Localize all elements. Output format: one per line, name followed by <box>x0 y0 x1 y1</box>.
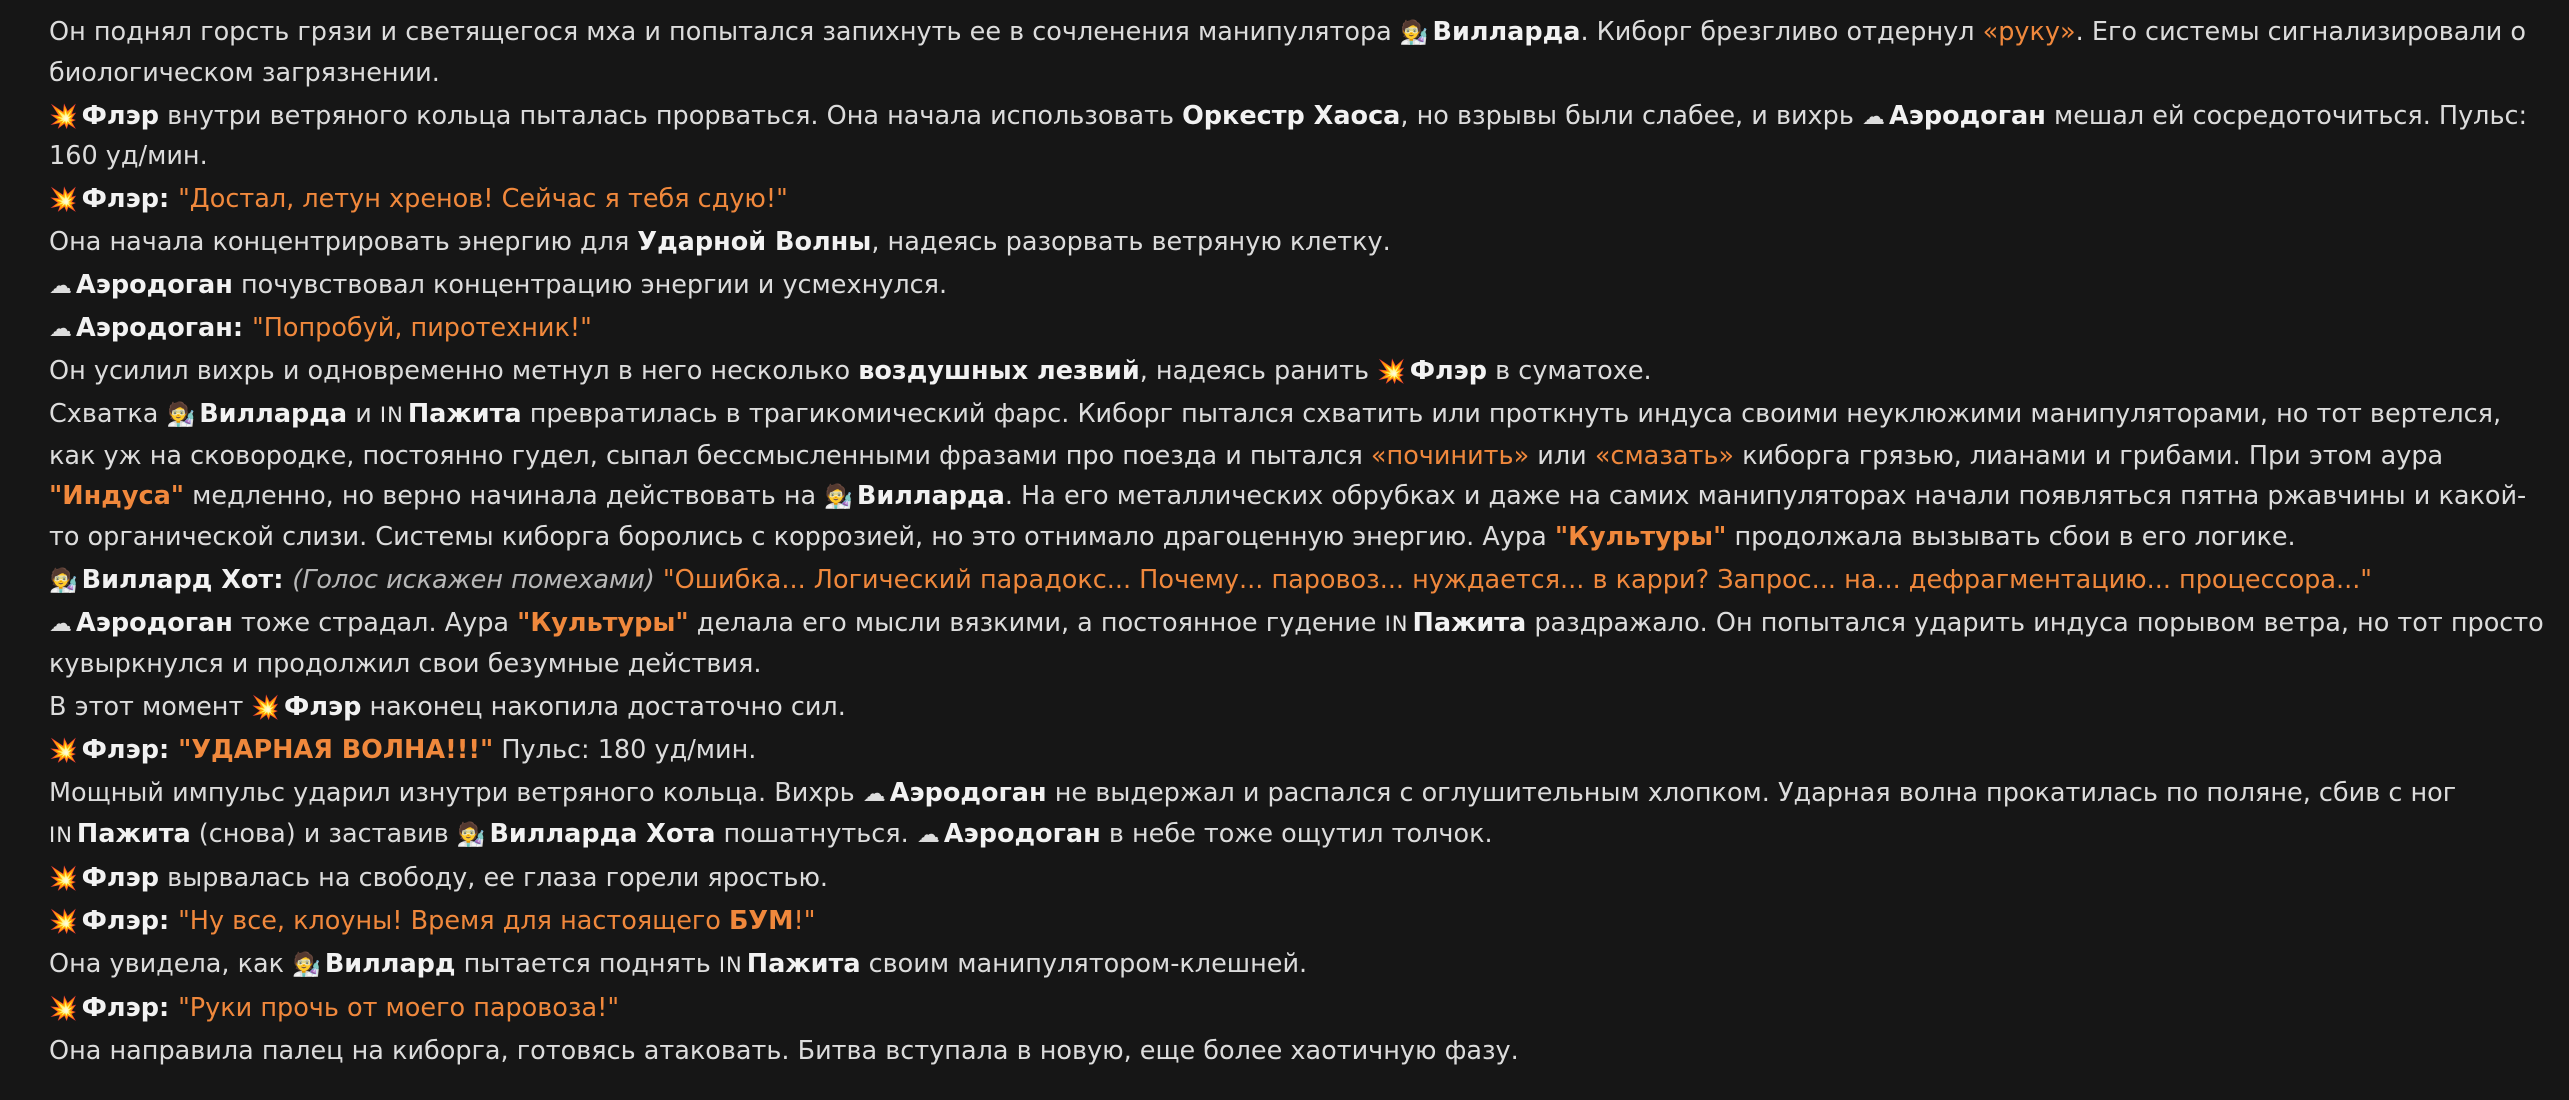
scientist-icon: 🧑‍🔬 <box>824 484 853 510</box>
narration-line <box>49 944 2549 986</box>
narration-text: наконец накопила достаточно сил. <box>361 692 846 722</box>
speaker-colon: : <box>273 564 293 595</box>
dialogue-quote: "УДАРНАЯ ВОЛНА!!!" <box>178 735 494 765</box>
explosion-icon: 💥 <box>1377 359 1406 385</box>
scientist-icon: 🧑‍🔬 <box>292 951 321 978</box>
narration-text: пытается поднять <box>455 948 719 979</box>
dialogue-line <box>49 560 2549 601</box>
aura-name: "Индуса" <box>49 481 185 511</box>
character-name: Вилларда Хота <box>489 818 716 849</box>
narration-line <box>49 12 2549 93</box>
dialogue-line <box>49 179 2549 220</box>
character-name: Аэродоган <box>1888 100 2046 131</box>
character-name: Аэродоган <box>76 270 233 300</box>
scientist-icon: 🧑‍🔬 <box>456 821 486 848</box>
dialogue-quote: "Достал, летун хренов! Сейчас я тебя сдую!" <box>178 184 788 214</box>
narration-line <box>49 687 2549 728</box>
narration-line <box>49 96 2549 177</box>
speaker-name: Флэр <box>81 905 159 936</box>
narration-line <box>49 265 2549 306</box>
narration-text: или <box>1529 440 1595 471</box>
character-name: Вилларда <box>199 399 348 429</box>
speaker-name: Флэр <box>81 735 159 765</box>
narration-text: продолжала вызывать сбои в его логике. <box>1726 521 2296 552</box>
narration-text: делала его мысли вязкими, а постоянное гудение <box>688 607 1385 638</box>
explosion-icon: 💥 <box>49 865 78 892</box>
dialogue-quote: "Руки прочь от моего паровоза!" <box>178 992 620 1023</box>
character-name: Вилларда <box>856 481 1005 511</box>
narration-text: Он поднял горсть грязи и светящегося мха и попытался запихнуть ее в сочленения манипулятора <box>49 17 1400 47</box>
dialogue-line <box>49 988 2549 1029</box>
narration-text: Мощный импульс ударил изнутри ветряного кольца. Вихрь <box>49 778 863 808</box>
narration-text: превратилась в трагикомический фарс. Киборг пытался схватить или проткнуть индуса своими неуклюжими манипуляторами, но тот вертелся, как уж на сковородке, постоянно гудел, сыпал бессмысленными фразами про поезда и пытался <box>49 399 2502 471</box>
narration-text: Она начала концентрировать энергию для <box>49 227 638 257</box>
character-name: Флэр <box>284 692 362 722</box>
narration-text: вырвалась на свободу, ее глаза горели яростью. <box>158 862 829 893</box>
explosion-icon: 💥 <box>49 995 78 1022</box>
india-flag-icon: IN <box>1384 611 1409 636</box>
speaker-colon: : <box>232 313 252 343</box>
scientist-icon: 🧑‍🔬 <box>1399 20 1429 46</box>
narration-text: медленно, но верно начинала действовать на <box>184 481 825 511</box>
narration-line <box>49 603 2549 685</box>
scientist-icon: 🧑‍🔬 <box>49 567 78 594</box>
narration-line <box>49 351 2549 392</box>
narration-text: пошатнуться. <box>715 818 917 849</box>
speaker-colon: : <box>158 184 179 214</box>
narration-text: и <box>347 399 380 429</box>
cloud-icon: ☁ <box>49 610 72 637</box>
explosion-icon: 💥 <box>49 908 78 935</box>
dialogue-quote: "Ну все, клоуны! Время для настоящего <box>178 905 729 936</box>
narration-text: мешал ей сосредоточиться. Пульс: 160 уд/мин. <box>49 100 2528 171</box>
character-name: Виллард <box>324 948 456 979</box>
narration-text: киборга грязью, лианами и грибами. При этом аура <box>1733 440 2444 471</box>
dialogue-quote: "Ошибка... Логический парадокс... Почему... паровоз... нуждается... в карри? Запрос... на... дефрагментацию... процессора..." <box>654 564 2373 595</box>
narration-line <box>49 394 2549 557</box>
speaker-colon: : <box>158 905 179 936</box>
aura-name: "Культуры" <box>1554 521 1727 552</box>
narration-line <box>49 773 2549 855</box>
character-name: Флэр <box>81 100 159 131</box>
narration-text: не выдержал и распался с оглушительным хлопком. Ударная волна прокатилась по поляне, сбив с ног <box>1046 778 2457 808</box>
narration-text: . На его металлических обрубках и даже на самих манипуляторах начали появляться пятна ржавчины и какой-то органической слизи. Системы киборга боролись с коррозией, но это отнимало драгоценную энергию. Аура <box>49 481 2527 552</box>
chat-log <box>49 0 2549 1074</box>
aura-name: "Культуры" <box>517 607 689 638</box>
character-name: Пажита <box>407 399 522 429</box>
cloud-icon: ☁ <box>916 821 940 848</box>
character-name: Аэродоган <box>76 607 233 638</box>
character-name: Флэр <box>1409 356 1488 386</box>
narration-text: тоже страдал. Аура <box>232 607 518 638</box>
narration-text: Он усилил вихрь и одновременно метнул в него несколько <box>49 356 859 386</box>
india-flag-icon: IN <box>718 952 743 977</box>
dialogue-emphasis: БУМ <box>729 905 794 936</box>
speaker-name: Виллард Хот <box>81 564 274 595</box>
narration-text: раздражало. Он попытался ударить индуса порывом ветра, но тот просто кувыркнулся и продолжил свои безумные действия. <box>49 607 2544 679</box>
skill-name: Оркестр Хаоса <box>1182 100 1401 131</box>
skill-name: воздушных лезвий <box>858 356 1140 386</box>
narration-line <box>49 858 2549 899</box>
narration-text: Она направила палец на киборга, готовясь атаковать. Битва вступала в новую, еще более хаотичную фазу. <box>49 1035 1519 1066</box>
character-name: Флэр <box>81 862 159 893</box>
character-name: Аэродоган <box>943 818 1101 849</box>
cloud-icon: ☁ <box>49 273 72 299</box>
character-name: Пажита <box>1412 607 1527 638</box>
narration-line <box>49 222 2549 263</box>
speaker-colon: : <box>158 735 179 765</box>
dialogue-quote: !" <box>793 905 816 936</box>
explosion-icon: 💥 <box>251 695 281 721</box>
scientist-icon: 🧑‍🔬 <box>166 402 196 428</box>
speaker-name: Аэродоган <box>76 313 233 343</box>
narration-text: , надеясь ранить <box>1139 356 1378 386</box>
narration-text: Пульс: 180 уд/мин. <box>493 735 757 765</box>
dialogue-line <box>49 308 2549 349</box>
dialogue-quote: "Попробуй, пиротехник!" <box>251 313 592 343</box>
dialogue-line <box>49 730 2549 771</box>
narration-text: , надеясь разорвать ветряную клетку. <box>871 227 1391 257</box>
narration-text: в суматохе. <box>1487 356 1652 386</box>
cloud-icon: ☁ <box>49 316 72 342</box>
india-flag-icon: IN <box>379 403 404 427</box>
explosion-icon: 💥 <box>49 738 78 764</box>
narration-text: . Киборг брезгливо отдернул <box>1580 17 1983 47</box>
quoted-word: «смазать» <box>1594 440 1734 471</box>
speaker-colon: : <box>158 992 179 1023</box>
dialogue-line <box>49 901 2549 942</box>
skill-name: Ударной Волны <box>637 227 872 257</box>
narration-text: Схватка <box>49 399 167 429</box>
narration-text: почувствовал концентрацию энергии и усмехнулся. <box>232 270 948 300</box>
character-name: Пажита <box>746 948 861 979</box>
character-name: Вилларда <box>1432 17 1581 47</box>
speaker-name: Флэр <box>81 184 159 214</box>
explosion-icon: 💥 <box>49 103 78 130</box>
india-flag-icon: IN <box>49 822 73 847</box>
narration-text: . Его системы сигнализировали о биологическом загрязнении. <box>49 17 2526 88</box>
narration-line <box>49 1031 2549 1072</box>
stage-direction: (Голос искажен помехами) <box>292 564 655 595</box>
narration-text: , но взрывы были слабее, и вихрь <box>1400 100 1862 131</box>
narration-text: (снова) и заставив <box>190 818 457 849</box>
narration-text: Она увидела, как <box>49 948 293 979</box>
narration-text: своим манипулятором-клешней. <box>860 948 1308 979</box>
cloud-icon: ☁ <box>1861 103 1885 130</box>
narration-text: В этот момент <box>49 692 252 722</box>
quoted-word: «руку» <box>1982 17 2076 47</box>
speaker-name: Флэр <box>81 992 159 1023</box>
character-name: Аэродоган <box>889 778 1047 808</box>
character-name: Пажита <box>76 818 191 849</box>
quoted-word: «починить» <box>1370 440 1530 471</box>
cloud-icon: ☁ <box>862 781 886 807</box>
narration-text: внутри ветряного кольца пыталась прорваться. Она начала использовать <box>158 100 1183 131</box>
explosion-icon: 💥 <box>49 187 78 213</box>
narration-text: в небе тоже ощутил толчок. <box>1100 818 1493 849</box>
